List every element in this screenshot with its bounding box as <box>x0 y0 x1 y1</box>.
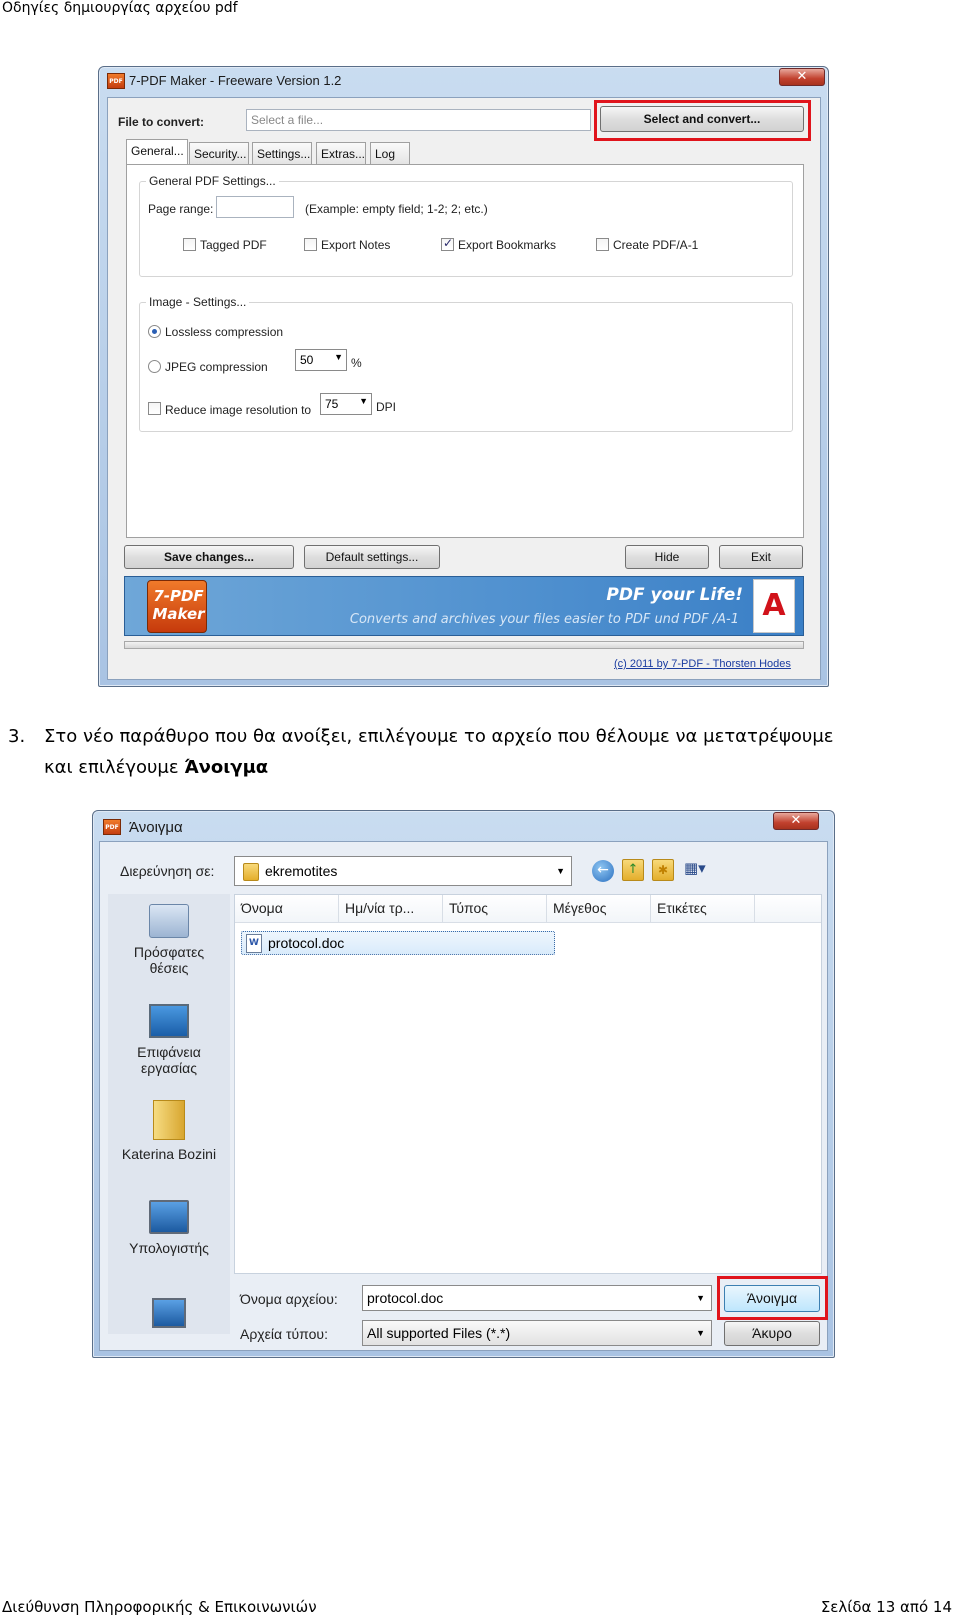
look-in-label: Διερεύνηση σε: <box>120 863 215 879</box>
sidebar-label: Επιφάνεια εργασίας <box>137 1044 201 1076</box>
column-type[interactable]: Τύπος <box>443 895 547 923</box>
7pdf-logo-icon: 7-PDF Maker <box>147 580 207 633</box>
jpeg-quality-value: 50 <box>300 353 314 367</box>
sidebar-item-recent[interactable] <box>114 904 224 976</box>
column-date[interactable]: Ημ/νία τρ... <box>339 895 443 923</box>
general-group-title: General PDF Settings... <box>146 174 279 188</box>
copyright-link[interactable]: (c) 2011 by 7-PDF - Thorsten Hodes <box>614 658 791 670</box>
network-icon <box>152 1298 186 1328</box>
instruction-text-1: Στο νέο παράθυρο που θα ανοίξει, επιλέγουμε το αρχείο που θέλουμε να μετατρέψουμε <box>44 726 834 747</box>
column-tags[interactable]: Ετικέτες <box>651 895 755 923</box>
instruction-text-2: και επιλέγουμε <box>44 757 185 778</box>
banner-subtitle: Converts and archives your files easier to PDF und PDF /A-1 <box>349 612 739 627</box>
adobe-pdf-icon: A <box>753 579 795 633</box>
select-and-convert-button[interactable]: Select and convert... <box>600 106 804 132</box>
back-icon[interactable]: ← <box>592 860 614 882</box>
tab-settings[interactable]: Settings... <box>252 142 312 164</box>
app-icon: PDF <box>107 73 125 89</box>
dialog-title: Άνοιγμα <box>129 819 183 836</box>
step-number: 3. <box>8 726 26 747</box>
file-to-convert-label: File to convert: <box>118 115 205 129</box>
banner <box>124 576 804 636</box>
jpeg-quality-combo[interactable] <box>295 349 347 371</box>
export-notes-checkbox[interactable] <box>304 238 317 251</box>
file-list <box>234 894 822 1274</box>
look-in-combo[interactable] <box>234 856 572 886</box>
save-changes-button[interactable]: Save changes... <box>124 545 294 569</box>
tagged-pdf-checkbox[interactable] <box>183 238 196 251</box>
close-button[interactable]: ✕ <box>779 68 825 86</box>
new-folder-icon[interactable]: ✱ <box>652 859 674 881</box>
tab-panel-general <box>126 164 804 538</box>
instruction-emphasis: Άνοιγμα <box>184 757 269 778</box>
column-name[interactable]: Όνομα <box>235 895 339 923</box>
tab-strip <box>126 142 426 164</box>
sidebar-label: Πρόσφατες θέσεις <box>133 944 205 976</box>
dpi-combo[interactable] <box>320 393 372 415</box>
open-dialog-window <box>92 810 835 1358</box>
instruction-line-2 <box>8 752 938 783</box>
computer-icon <box>149 1200 189 1234</box>
column-size[interactable]: Μέγεθος <box>547 895 651 923</box>
file-type-combo[interactable] <box>362 1320 712 1346</box>
tab-extras[interactable]: Extras... <box>316 142 366 164</box>
instruction-line-1 <box>8 721 938 752</box>
exit-button[interactable]: Exit <box>719 545 803 569</box>
file-input[interactable]: Select a file... <box>246 109 591 131</box>
lossless-label: Lossless compression <box>165 325 284 339</box>
create-pdfa-label: Create PDF/A-1 <box>613 238 699 252</box>
window-body <box>107 97 821 680</box>
page-range-label: Page range: <box>148 202 214 216</box>
create-pdfa-checkbox[interactable] <box>596 238 609 251</box>
chevron-down-icon: ▼ <box>359 396 368 406</box>
jpeg-radio[interactable] <box>148 360 161 373</box>
open-button[interactable]: Άνοιγμα <box>724 1285 820 1312</box>
file-type-label: Αρχεία τύπου: <box>240 1326 328 1342</box>
views-menu-icon[interactable]: ▦▾ <box>684 859 706 877</box>
page-range-example: (Example: empty field; 1-2; 2; etc.) <box>305 202 488 216</box>
chevron-down-icon: ▼ <box>696 1293 705 1303</box>
sidebar-label: Υπολογιστής <box>129 1240 209 1256</box>
dpi-value: 75 <box>325 397 339 411</box>
places-sidebar <box>108 894 230 1334</box>
tagged-pdf-label: Tagged PDF <box>200 238 267 252</box>
file-name: protocol.doc <box>268 935 345 951</box>
chevron-down-icon: ▼ <box>696 1328 705 1338</box>
progress-bar <box>124 641 804 649</box>
app-icon: PDF <box>103 819 121 835</box>
file-name-value: protocol.doc <box>367 1290 444 1306</box>
dialog-body <box>99 841 828 1351</box>
tab-security[interactable]: Security... <box>189 142 249 164</box>
window-title: 7-PDF Maker - Freeware Version 1.2 <box>129 73 342 88</box>
file-type-value: All supported Files (*.*) <box>367 1325 511 1341</box>
recent-places-icon <box>149 904 189 938</box>
chevron-down-icon: ▼ <box>334 352 343 362</box>
page-range-input[interactable] <box>216 196 294 218</box>
reduce-resolution-checkbox[interactable] <box>148 402 161 415</box>
word-document-icon: W <box>246 934 262 953</box>
dpi-label: DPI <box>376 400 397 414</box>
lossless-radio[interactable] <box>148 325 161 338</box>
close-button[interactable]: ✕ <box>773 812 819 830</box>
sidebar-item-computer[interactable] <box>114 1200 224 1256</box>
tab-general[interactable]: General... <box>126 139 188 164</box>
column-header-row <box>235 895 821 923</box>
sidebar-item-desktop[interactable] <box>114 1004 224 1076</box>
sidebar-item-network[interactable] <box>114 1298 224 1334</box>
pdf-maker-window <box>98 66 829 687</box>
default-settings-button[interactable]: Default settings... <box>304 545 440 569</box>
up-folder-icon[interactable]: ↑ <box>622 859 644 881</box>
reduce-resolution-label: Reduce image resolution to <box>165 403 312 417</box>
jpeg-label: JPEG compression <box>165 360 268 374</box>
desktop-icon <box>149 1004 189 1038</box>
user-folder-icon <box>153 1100 185 1140</box>
list-item[interactable] <box>241 931 555 955</box>
file-name-label: Όνομα αρχείου: <box>240 1291 338 1307</box>
instruction-step-3 <box>8 721 938 783</box>
look-in-value: ekremotites <box>265 863 338 879</box>
chevron-down-icon: ▼ <box>556 866 565 876</box>
banner-tagline: PDF your Life! <box>606 585 743 605</box>
page-header: Οδηγίες δημιουργίας αρχείου pdf <box>2 0 238 16</box>
page-footer-page-number: Σελίδα 13 από 14 <box>820 1598 952 1616</box>
tab-log[interactable]: Log <box>370 142 410 164</box>
export-notes-label: Export Notes <box>321 238 391 252</box>
image-group-title: Image - Settings... <box>146 295 249 309</box>
percent-label: % <box>351 356 362 370</box>
sidebar-item-user[interactable] <box>114 1100 224 1162</box>
page-footer-department: Διεύθυνση Πληροφορικής & Επικοινωνιών <box>2 1598 317 1616</box>
file-name-combo[interactable] <box>362 1285 712 1311</box>
image-settings-group <box>139 295 793 432</box>
sidebar-label: Katerina Bozini <box>121 1146 217 1162</box>
folder-icon <box>243 863 259 881</box>
hide-button[interactable]: Hide <box>625 545 709 569</box>
export-bookmarks-checkbox[interactable] <box>441 238 454 251</box>
cancel-button[interactable]: Άκυρο <box>724 1321 820 1346</box>
general-pdf-settings-group <box>139 174 793 277</box>
export-bookmarks-label: Export Bookmarks <box>458 238 557 252</box>
